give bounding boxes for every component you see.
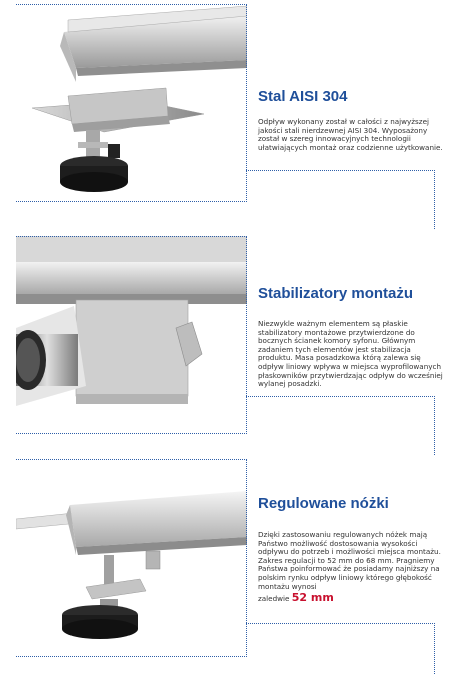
photo-frame	[16, 236, 247, 434]
photo-frame	[16, 459, 247, 657]
section-heading: Regulowane nóżki	[258, 495, 389, 512]
section-body: Odpływ wykonany został w całości z najwyższej jakości stali nierdzewnej AISI 304. Wyposażony został w szereg innowacyjnych technologii ułatwiających montaż oraz codzienne użytkowanie.	[258, 117, 443, 152]
feature-section-stabilizers	[0, 230, 461, 455]
feature-section-feet	[0, 455, 461, 675]
text-frame	[246, 396, 435, 455]
text-frame	[246, 170, 435, 229]
section-heading: Stal AISI 304	[258, 88, 348, 105]
depth-prefix: zaledwie	[258, 594, 290, 604]
section-heading: Stabilizatory montażu	[258, 285, 414, 302]
section-body: Niezwykle ważnym elementem są płaskie stabilizatory montażowe przytwierdzone do bocznych ścianek komory syfonu. Głównym zadaniem tych elementów jest stabilizacja produktu. Masa posadzkowa którą zalewa się odpływ liniowy wpływa w miejsca wyprofilowanych płaskowników przytwierdzając odpływ do wcześniej wylanej posadzki.	[258, 319, 443, 389]
depth-value: 52 mm	[291, 591, 334, 605]
section-body-text: Dzięki zastosowaniu regulowanych nóżek mają Państwo możliwość dostosowania wysokości odpływu do potrzeb i możliwości miejsca montażu. Zakres regulacji to 52 mm do 68 mm. Pragniemy Państwa poinformować że posiadamy najniższy na polskim rynku odpływ liniowy którego głębokość montażu wynosi	[258, 530, 441, 591]
feature-section-steel	[0, 0, 461, 230]
photo-frame	[16, 4, 247, 202]
text-frame	[246, 623, 435, 674]
section-body	[258, 531, 446, 604]
depth-callout	[258, 591, 446, 605]
